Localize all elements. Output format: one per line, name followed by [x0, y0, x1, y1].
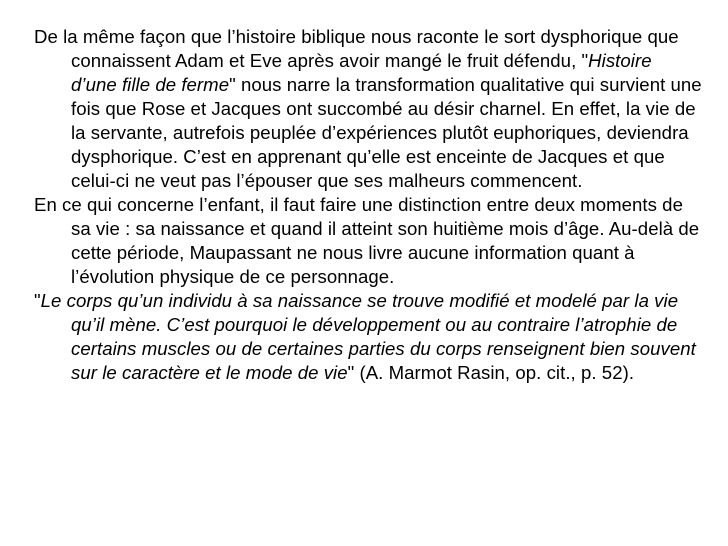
slide-body [34, 25, 702, 385]
paragraph-1-book-title: Histoire d’une fille de ferme [71, 50, 652, 95]
paragraph-3-citation: " (A. Marmot Rasin, op. cit., p. 52). [347, 362, 635, 383]
paragraph-1 [34, 25, 702, 193]
paragraph-1-text-a: De la même façon que l’histoire biblique nous raconte le sort dysphorique que connaissent Adam et Eve après avoir mangé le fruit défendu, " [34, 26, 679, 71]
paragraph-1-text-b: " nous narre la transformation qualitative qui survient une fois que Rose et Jacques ont succombé au désir charnel. En effet, la vie de la servante, autrefois peuplée d’expériences plutôt euphoriques, deviendra dysphorique. C’est en apprenant qu’elle est enceinte de Jacques et que celui-ci ne veut pas l’épouser que ses malheurs commencent. [71, 74, 702, 191]
paragraph-3-quote [34, 289, 702, 385]
paragraph-2-text: En ce qui concerne l’enfant, il faut faire une distinction entre deux moments de sa vie : sa naissance et quand il atteint son huitième mois d’âge. Au-delà de cette période, Maupassant ne nous livre aucune information quant à l’évolution physique de ce personnage. [34, 194, 700, 287]
paragraph-2 [34, 193, 702, 289]
paragraph-3-open-quote: " [34, 290, 41, 311]
paragraph-3-quotation: Le corps qu’un individu à sa naissance se trouve modifié et modelé par la vie qu’il mène. C’est pourquoi le développement ou au contraire l’atrophie de certains muscles ou de certaines parties du corps renseignent bien souvent sur le caractère et le mode de vie [40, 290, 696, 383]
